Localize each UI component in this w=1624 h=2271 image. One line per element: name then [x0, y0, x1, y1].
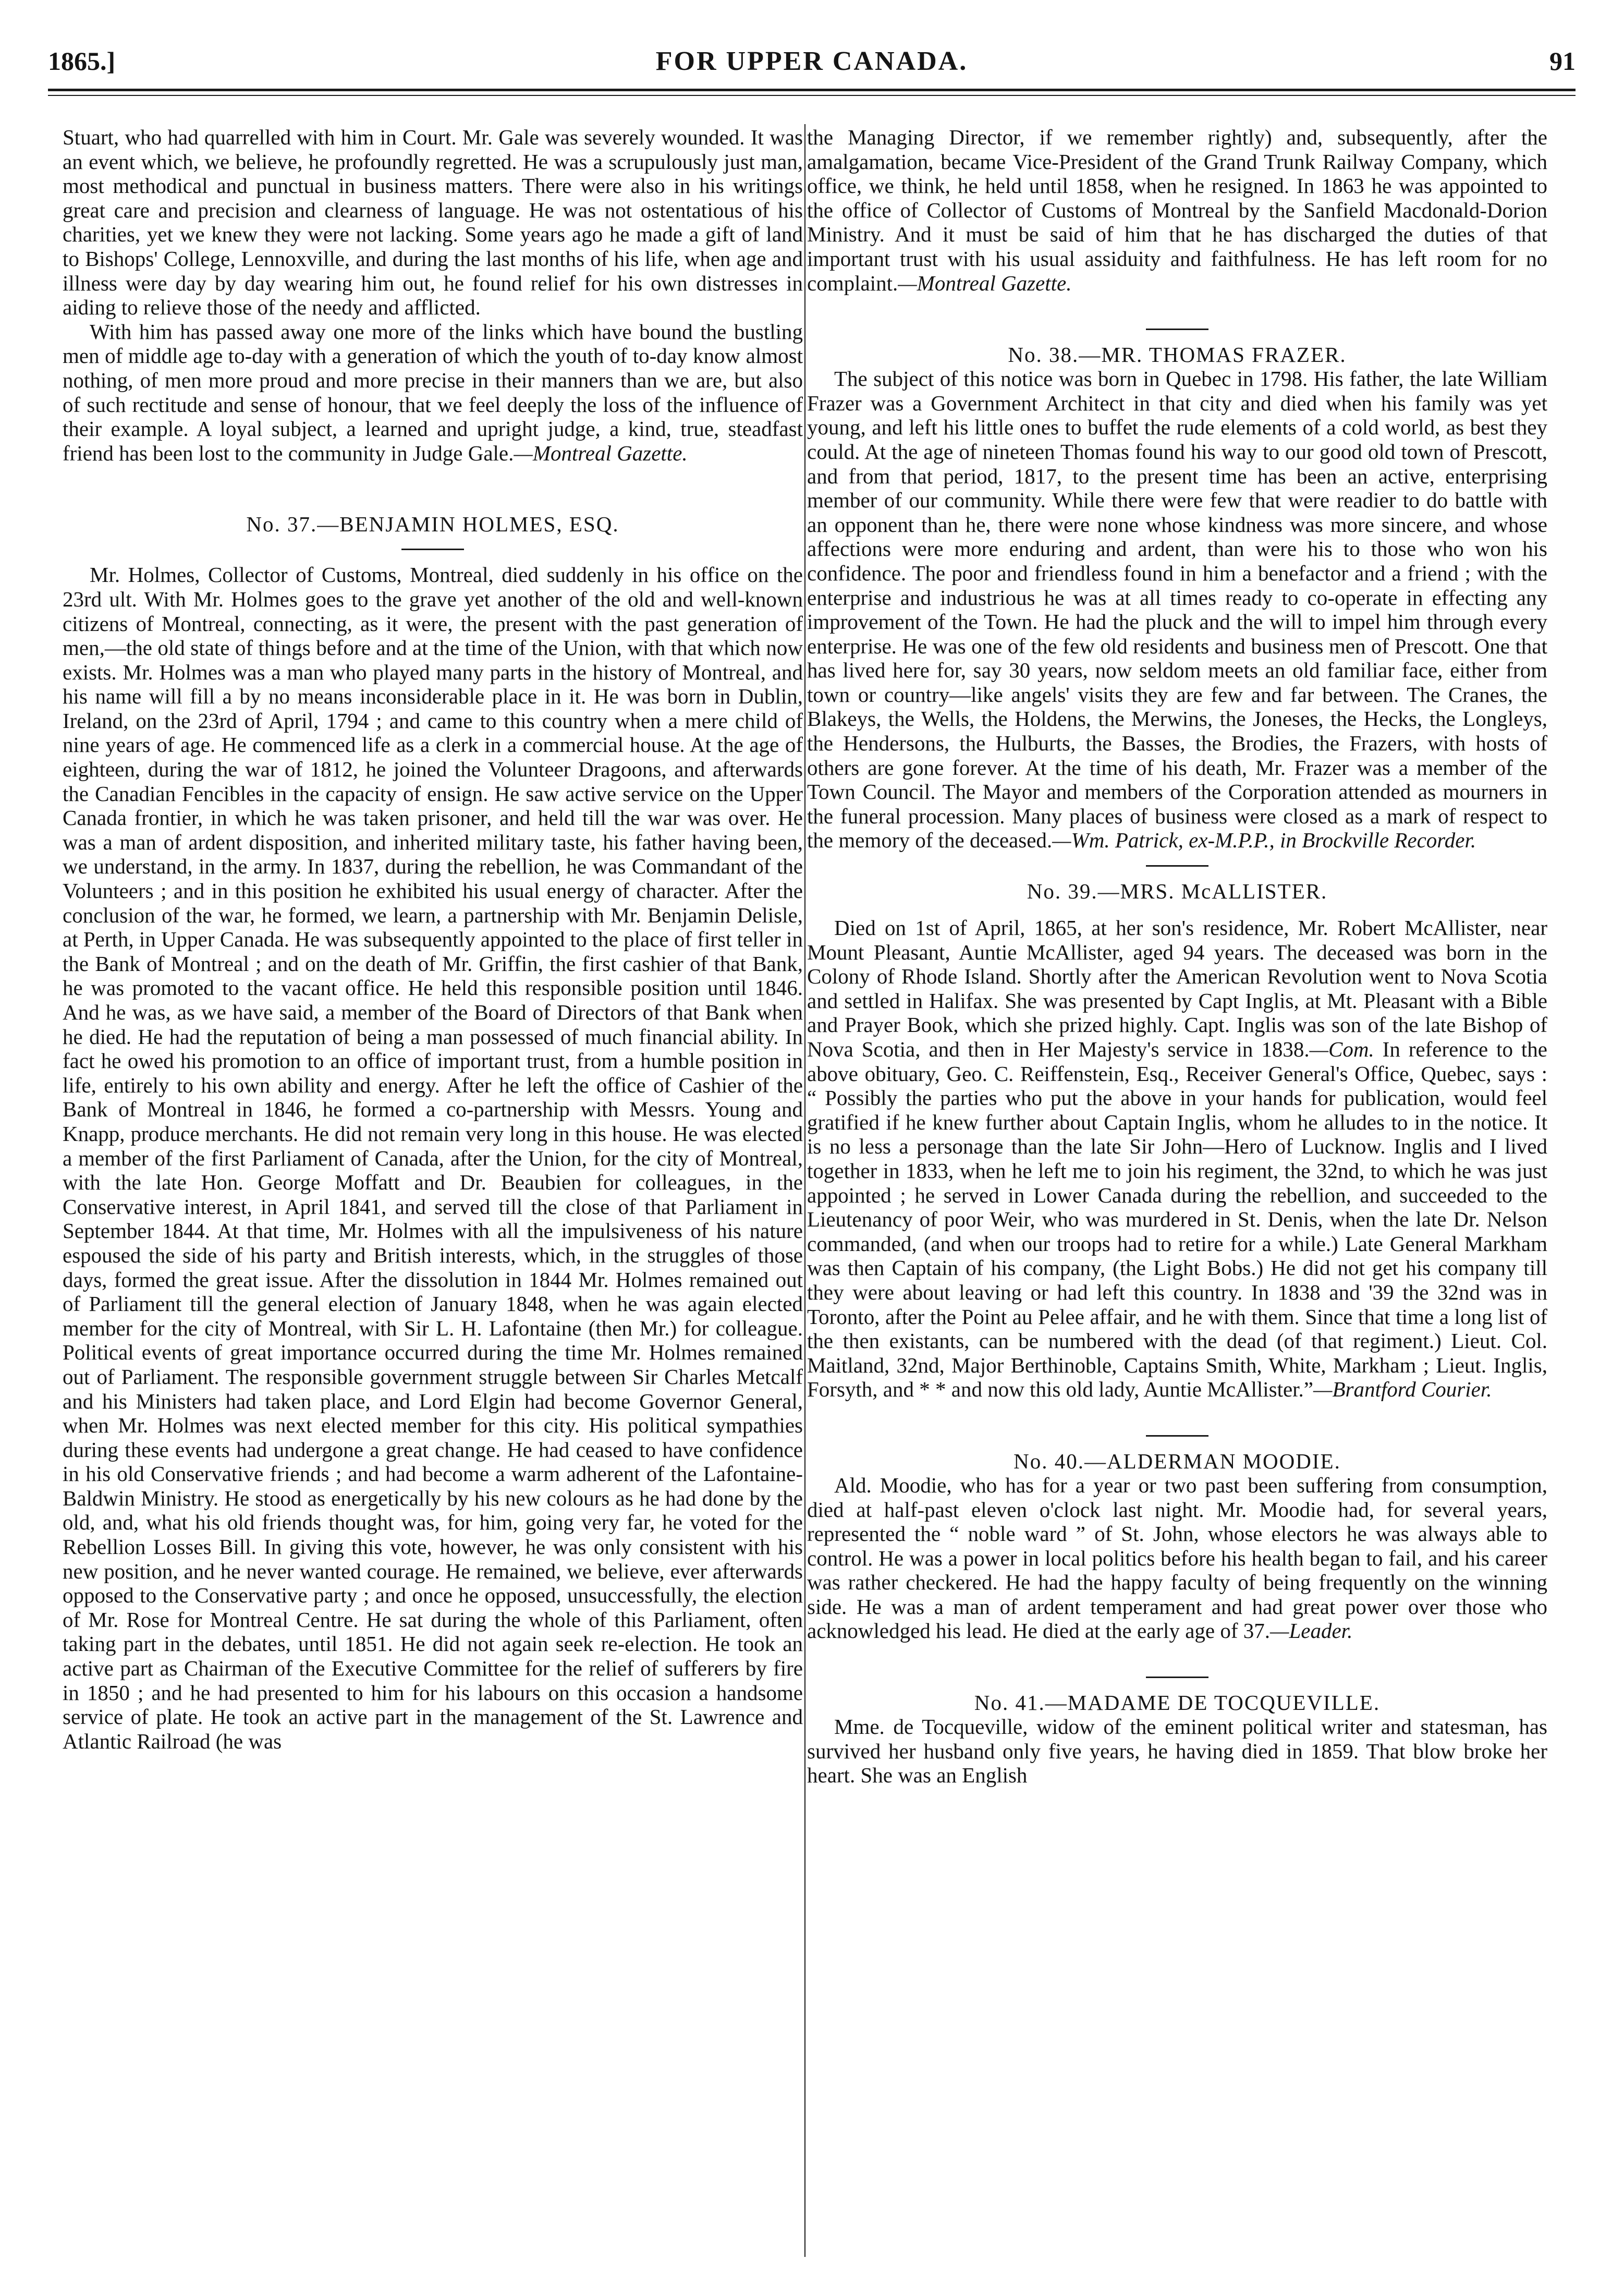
mcallister-text-1: Died on 1st of April, 1865, at her son's residence, Mr. Robert McAllister, near Mount Pleasant, Auntie McAllister, aged 94 years. The deceased was born in the Colony of Rhode Island. Shortly after the American Revolution went to Nova Scotia and settled in Halifax. She was presented by Capt Inglis, at Mt. Pleasant with a Bible and Prayer Book, which she prized highly. Capt. Inglis was son of the late Bishop of Nova Scotia, and then in Her Majesty's service in 1838.	[807, 916, 1547, 1061]
column-divider	[804, 124, 805, 2257]
tocqueville-text: Mme. de Tocqueville, widow of the eminent political writer and statesman, has survived her husband only five years, he having died in 1859. That blow broke her heart. She was an English	[807, 1715, 1547, 1788]
mcallister-heading: No. 39.—MRS. McALLISTER.	[1027, 879, 1328, 904]
frazer-heading: No. 38.—MR. THOMAS FRAZER.	[1008, 343, 1347, 367]
moodie-source: —Leader.	[1270, 1619, 1353, 1643]
holmes-source: —Montreal Gazette.	[898, 271, 1072, 295]
spacer	[807, 330, 1547, 343]
frazer-paragraph	[807, 367, 1547, 853]
tocqueville-heading: No. 41.—MADAME DE TOCQUEVILLE.	[974, 1691, 1381, 1715]
spacer	[63, 536, 803, 549]
moodie-paragraph	[807, 1473, 1547, 1643]
right-column	[807, 125, 1547, 1788]
spacer	[807, 903, 1547, 916]
left-column	[63, 125, 803, 1753]
header-rule-thin	[48, 95, 1576, 96]
mcallister-paragraph	[807, 916, 1547, 1402]
gale-paragraph-1	[63, 125, 803, 320]
page-number: 91	[1549, 46, 1576, 76]
moodie-text: Ald. Moodie, who has for a year or two past been suffering from consumption, died at half-past eleven o'clock last night. Mr. Moodie had, for several years, represented the “ noble ward ” of St. John, whose electors he was always able to control. He was a power in local politics before his health began to fail, and his career was rather checkered. He had the happy faculty of being frequently on the winning side. He was a man of ardent temperament and had great power over those who acknowledged his lead. He died at the early age of 37.	[807, 1473, 1547, 1643]
holmes-paragraph	[63, 563, 803, 1753]
gale-text-2: With him has passed away one more of the links which have bound the bustling men of middle age to-day with a generation of which the youth of to-day know almost nothing, of men more proud and more precise in their manners than we are, but also of such rectitude and sense of honour, that we feel deeply the loss of the influence of their example. A loyal subject, a learned and upright judge, a kind, true, steadfast friend has been lost to the community in Judge Gale.	[63, 319, 803, 465]
spacer	[807, 1402, 1547, 1435]
spacer	[807, 295, 1547, 329]
spacer	[807, 853, 1547, 865]
frazer-source: —Wm. Patrick, ex-M.P.P., in Brockville Recorder.	[1052, 828, 1476, 853]
moodie-heading: No. 40.—ALDERMAN MOODIE.	[1014, 1449, 1341, 1473]
mcallister-text-2: In reference to the above obituary, Geo. C. Reiffenstein, Esq., Receiver General's Office, Quebec, says : “ Possibly the parties who put the above in your hands for publication, would feel gratified if he knew further about Captain Inglis, whom he alludes to in the notice. It is no less a personage than the late Sir John—Hero of Lucknow. Inglis and I lived together in 1833, when he left me to join his regiment, the 32nd, to which he was just appointed ; he served in Lower Canada during the rebellion, and succeeded to the Lieutenancy of poor Weir, who was murdered in St. Denis, when the late Dr. Nelson commanded, (and when our troops had to retire for a while.) Late General Markham was then Captain of his company, (the Light Bobs.) He did not get his company till they were about leaving or had left this country. In 1838 and '39 the 32nd was in Toronto, after the Point au Pelee affair, and he with them. Since that time a long list of the then existants, can be numbered with the dead (of that regiment.) Lieut. Col. Maitland, 32nd, Major Berthinoble, Captains Smith, White, Markham ; Lieut. Inglis, Forsyth, and * * and now this old lady, Auntie McAllister.”	[807, 1037, 1547, 1402]
spacer	[807, 1643, 1547, 1677]
page-header	[48, 46, 1576, 84]
holmes-cont-text: the Managing Director, if we remember rightly) and, subsequently, after the amalgamation, became Vice-President of the Grand Trunk Railway Company, which office, we think, he held until 1858, when he resigned. In 1863 he was appointed to the office of Collector of Customs of Montreal by the Sanfield Macdonald-Dorion Ministry. And it must be said of him that he has discharged the duties of that important trust with his usual assiduity and faithfulness. He has left room for no complaint.	[807, 125, 1547, 295]
spacer	[807, 867, 1547, 879]
spacer	[63, 550, 803, 563]
spacer	[807, 1678, 1547, 1691]
holmes-heading: No. 37.—BENJAMIN HOLMES, ESQ.	[246, 512, 619, 537]
header-year: 1865.]	[48, 46, 116, 76]
gale-text-1: Stuart, who had quarrelled with him in Court. Mr. Gale was severely wounded. It was an event which, we believe, he profoundly regretted. He was a scrupulously just man, most methodical and punctual in business matters. There were also in his writings great care and precision and clearness of language. He was not ostentatious of his charities, yet we knew they were not lacking. Some years ago he made a gift of land to Bishops' College, Lennoxville, and during the last months of his life, when age and illness were day by day wearing him out, he found relief for his own distresses in aiding to relieve those of the needy and afflicted.	[63, 125, 803, 320]
header-title: FOR UPPER CANADA.	[655, 46, 968, 76]
header-rule-thick	[48, 89, 1576, 91]
gale-paragraph-2	[63, 320, 803, 466]
holmes-continuation	[807, 125, 1547, 295]
mcallister-source: —Brantford Courier.	[1313, 1377, 1492, 1402]
gale-source: —Montreal Gazette.	[514, 441, 688, 465]
mcallister-com: —Com.	[1309, 1037, 1374, 1061]
spacer	[807, 1437, 1547, 1449]
spacer	[63, 465, 803, 512]
frazer-text: The subject of this notice was born in Quebec in 1798. His father, the late William Frazer was a Government Architect in that city and died when his family was yet young, and left his little ones to buffet the rude elements of a cold world, as best they could. At the age of nineteen Thomas found his way to our good old town of Prescott, and from that period, 1817, to the present time has been an active, enterprising member of our community. While there were few that were readier to do battle with an opponent than he, there were none whose kindness was more sincere, and whose affections were more enduring and ardent, than were his to those who won his confidence. The poor and friendless found in him a benefactor and a friend ; with the enterprise and industrious he was at all times ready to co-operate in effecting any improvement of the Town. He had the pluck and the will to impel him through every enterprise. He was one of the few old residents and business men of Prescott. One that has lived here for, say 30 years, now seldom meets an old familiar face, either from town or country—like angels' visits they are few and far between. The Cranes, the Blakeys, the Wells, the Holdens, the Merwins, the Joneses, the Hecks, the Longleys, the Hendersons, the Hulburts, the Basses, the Brodies, the Frazers, with hosts of others are gone forever. At the time of his death, Mr. Frazer was a member of the Town Council. The Mayor and members of the Corporation attended as mourners in the funeral procession. Many places of business were closed as a mark of respect to the memory of the deceased.	[807, 367, 1547, 853]
tocqueville-paragraph	[807, 1715, 1547, 1788]
holmes-text: Mr. Holmes, Collector of Customs, Montreal, died suddenly in his office on the 23rd ult. With Mr. Holmes goes to the grave yet another of the old and well-known citizens of Montreal, connecting, as it were, the present with the past generation of men,—the old state of things before and at the time of the Union, with that which now exists. Mr. Holmes was a man who played many parts in the history of Montreal, and his name will fill a by no means inconsiderable place in it. He was born in Dublin, Ireland, on the 23rd of April, 1794 ; and came to this country when a mere child of nine years of age. He commenced life as a clerk in a commercial house. At the age of eighteen, during the war of 1812, he joined the Volunteer Dragoons, and afterwards the Canadian Fencibles in the capacity of ensign. He saw active service on the Upper Canada frontier, in which he was taken prisoner, and held till the war was over. He was a man of ardent disposition, and inherited military taste, his father having been, we understand, in the army. In 1837, during the rebellion, he was Commandant of the Volunteers ; and in this position he exhibited his usual energy of character. After the conclusion of the war, he formed, we learn, a partnership with Mr. Benjamin Delisle, at Perth, in Upper Canada. He was subsequently appointed to the place of first teller in the Bank of Montreal ; and on the death of Mr. Griffin, the first cashier of that Bank, he was promoted to the vacant office. He held this responsible position until 1846. And he was, as we have said, a member of the Board of Directors of that Bank when he died. He had the reputation of being a man possessed of much financial ability. In fact he owed his promotion to an office of important trust, from a humble position in life, entirely to his own ability and energy. After he left the office of Cashier of the Bank of Montreal in 1846, he formed a co-partnership with Messrs. Young and Knapp, produce merchants. He did not remain very long in this house. He was elected a member of the first Parliament of Canada, after the Union, for the city of Montreal, with the late Hon. George Moffatt and Dr. Beaubien for colleagues, in the Conservative interest, in April 1841, and served till the close of that Parliament in September 1844. At that time, Mr. Holmes with all the impulsiveness of his nature espoused the side of his party and British interests, which, in the struggles of those days, formed the great issue. After the dissolution in 1844 Mr. Holmes remained out of Parliament till the general election of January 1848, when he was again elected member for the city of Montreal, with Sir L. H. Lafontaine (then Mr.) for colleague. Political events of great importance occurred during the time Mr. Holmes remained out of Parliament. The responsible government struggle between Sir Charles Metcalf and his Ministers had taken place, and Lord Elgin had become Governor General, when Mr. Holmes was next elected member for this city. His political sympathies during these events had undergone a great change. He had ceased to have confidence in his old Conservative friends ; and had become a warm adherent of the Lafontaine-Baldwin Ministry. He stood as energetically by his new colours as he had done by the old, and, what his old friends thought was, for him, going very far, he voted for the Rebellion Losses Bill. In giving this vote, however, he was only consistent with his new position, and he never wanted courage. He remained, we believe, ever afterwards opposed to the Conservative party ; and once he opposed, unsuccessfully, the election of Mr. Rose for Montreal Centre. He sat during the whole of this Parliament, often taking part in the debates, until 1851. He did not again seek re-election. He took an active part as Chairman of the Executive Committee for the relief of sufferers by fire in 1850 ; and he had presented to him for his labours on this occasion a handsome service of plate. He took an active part in the management of the St. Lawrence and Atlantic Railroad (he was	[63, 563, 803, 1753]
